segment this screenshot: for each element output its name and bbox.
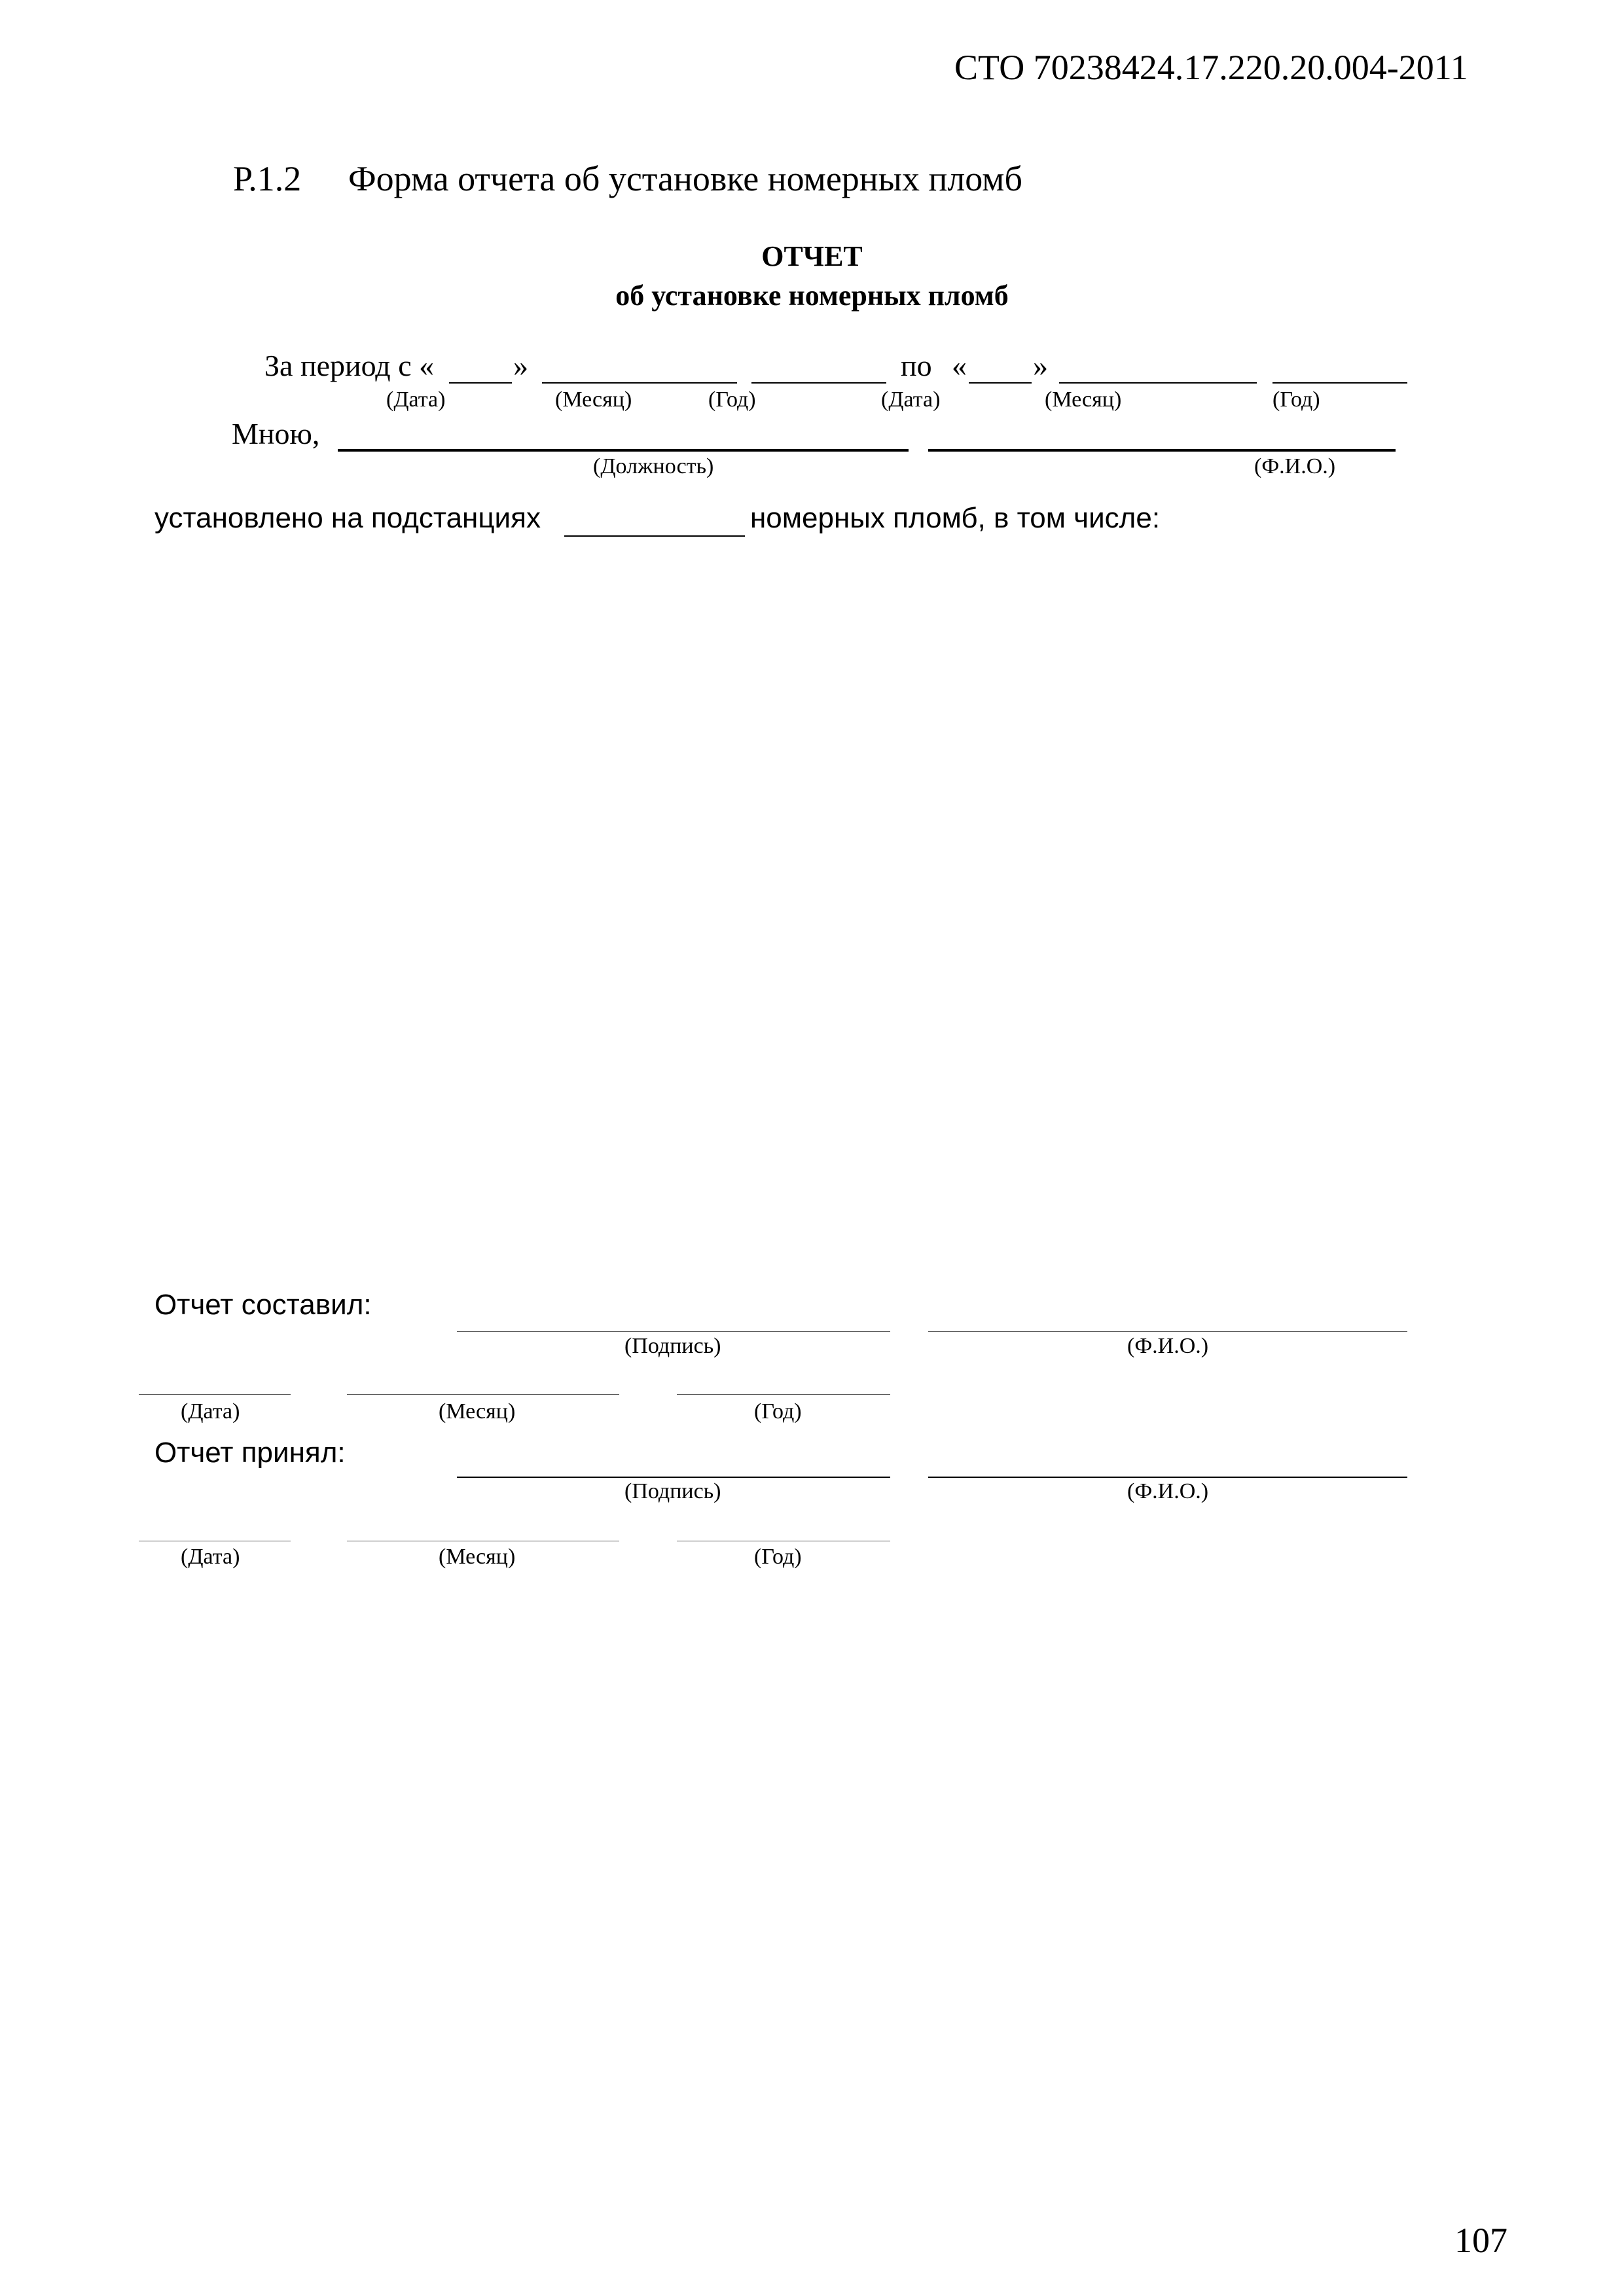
composed-signature-caption: (Подпись) <box>624 1334 721 1358</box>
caption-from-month: (Месяц) <box>555 387 632 412</box>
composed-month-caption: (Месяц) <box>439 1399 516 1424</box>
composed-fio-caption: (Ф.И.О.) <box>1127 1334 1209 1358</box>
section-title: Форма отчета об установке номерных пломб <box>348 159 1022 198</box>
period-to-month-line[interactable] <box>1059 382 1257 384</box>
period-from-date-line[interactable] <box>449 382 512 384</box>
accepted-date-caption: (Дата) <box>181 1545 240 1569</box>
document-code: СТО 70238424.17.220.20.004-2011 <box>954 48 1468 87</box>
fio-line[interactable] <box>928 449 1396 452</box>
installed-count-line[interactable] <box>564 535 745 537</box>
period-to-date-line[interactable] <box>969 382 1032 384</box>
accepted-fio-line[interactable] <box>928 1477 1407 1478</box>
period-from-month-line[interactable] <box>542 382 737 384</box>
page-number: 107 <box>1454 2221 1507 2260</box>
installed-text-after: номерных пломб, в том числе: <box>750 502 1161 534</box>
caption-fio: (Ф.И.О.) <box>1254 454 1336 478</box>
composed-month-line[interactable] <box>347 1394 619 1395</box>
period-close-quote-1: » <box>513 349 528 382</box>
caption-to-month: (Месяц) <box>1045 387 1122 412</box>
accepted-fio-caption: (Ф.И.О.) <box>1127 1479 1209 1503</box>
composed-label: Отчет составил: <box>154 1289 372 1321</box>
period-to-label: по <box>901 349 932 382</box>
period-lead: За период с « <box>264 349 435 382</box>
caption-to-date: (Дата) <box>881 387 941 412</box>
position-line[interactable] <box>338 449 909 452</box>
caption-from-date: (Дата) <box>386 387 446 412</box>
section-number: Р.1.2 <box>233 159 302 198</box>
caption-position: (Должность) <box>593 454 714 478</box>
accepted-year-caption: (Год) <box>754 1545 802 1569</box>
period-from-year-line[interactable] <box>751 382 886 384</box>
accepted-month-caption: (Месяц) <box>439 1545 516 1569</box>
composed-date-caption: (Дата) <box>181 1399 240 1424</box>
report-title: ОТЧЕТ <box>761 240 863 272</box>
accepted-signature-caption: (Подпись) <box>624 1479 721 1503</box>
composed-date-line[interactable] <box>139 1394 291 1395</box>
period-close-quote-2: » <box>1033 349 1048 382</box>
composed-year-line[interactable] <box>677 1394 890 1395</box>
period-to-year-line[interactable] <box>1272 382 1407 384</box>
composed-fio-line[interactable] <box>928 1331 1407 1332</box>
composed-year-caption: (Год) <box>754 1399 802 1424</box>
installed-text-before: установлено на подстанциях <box>154 502 541 534</box>
accepted-label: Отчет принял: <box>154 1437 346 1469</box>
caption-to-year: (Год) <box>1272 387 1320 412</box>
by-me-label: Мною, <box>232 417 320 450</box>
caption-from-year: (Год) <box>708 387 756 412</box>
accepted-signature-line[interactable] <box>457 1477 890 1478</box>
period-open-quote-2: « <box>952 349 967 382</box>
composed-signature-line[interactable] <box>457 1331 890 1332</box>
report-subtitle: об установке номерных пломб <box>615 279 1009 312</box>
